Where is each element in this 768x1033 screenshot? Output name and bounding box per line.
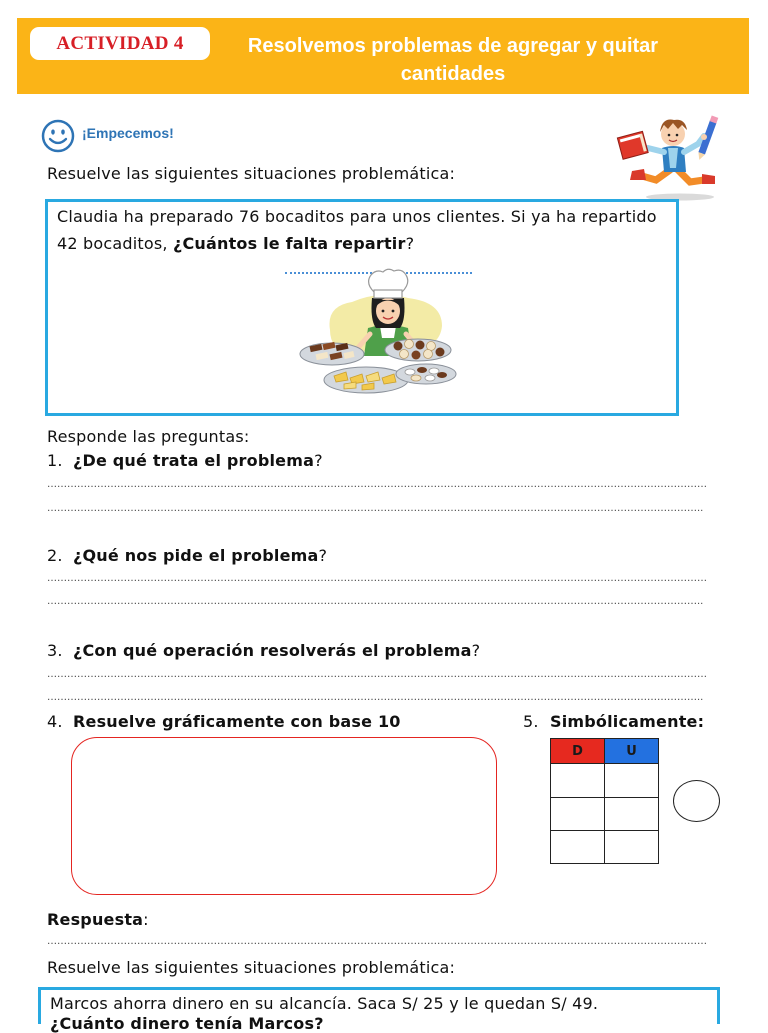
symbolic-step-label: Simbólicamente:: [550, 712, 705, 731]
tray-right: [385, 339, 451, 361]
question-1: [73, 451, 323, 471]
question-1-mark: ?: [314, 451, 323, 470]
symbolic-step-number: 5.: [523, 712, 539, 731]
graphic-step-label: Resuelve gráficamente con base 10: [73, 712, 401, 731]
question-3-text: ¿Con qué operación resolverás el problema: [73, 641, 472, 660]
answer-line: ………………………………………………………………………………………………………………………………………………………………………………: [47, 669, 707, 680]
problem-1-instruction: Resuelve las siguientes situaciones problemática:: [47, 164, 456, 183]
tens-cell: [551, 798, 605, 831]
problem-1-text-line-1: Claudia ha preparado 76 bocaditos para unos clientes. Si ya ha repartido: [57, 207, 657, 226]
answer-line: ………………………………………………………………………………………………………………………………………………………………………………: [47, 936, 707, 947]
tray-front: [324, 367, 408, 393]
activity-title: Resolvemos problemas de agregar y quitar cantidades: [247, 35, 659, 85]
chef-girl-with-pastries-illustration: [290, 268, 460, 396]
question-1-number: 1.: [47, 451, 63, 470]
smiley-icon: [41, 119, 75, 153]
base-ten-drawing-area: [71, 737, 497, 895]
problem-2-question: ¿Cuánto dinero tenía Marcos?: [50, 1014, 324, 1033]
questions-intro: Responde las preguntas:: [47, 427, 250, 446]
problem-2-instruction: Resuelve las siguientes situaciones problemática:: [47, 958, 456, 977]
question-2-mark: ?: [318, 546, 328, 565]
question-2-text: ¿Qué nos pide el problema: [73, 546, 319, 565]
problem-1-text-plain: 42 bocaditos,: [57, 234, 173, 253]
chef-hat: [369, 269, 408, 298]
graphic-step-number: 4.: [47, 712, 63, 731]
problem-1-question: ¿Cuántos le falta repartir: [172, 234, 406, 253]
operation-sign-circle: [673, 780, 720, 822]
place-value-table: [550, 738, 659, 864]
activity-number-label: ACTIVIDAD 4: [30, 27, 210, 60]
units-column-header: U: [605, 739, 659, 764]
answer-line: ……………………………………………………………………………………………………………………………………………………………………………..: [47, 503, 704, 514]
problem-2-text-line-1: Marcos ahorra dinero en su alcancía. Saca S/ 25 y le quedan S/ 49.: [50, 994, 599, 1013]
answer-label: [47, 910, 149, 930]
question-3-mark: ?: [471, 641, 481, 660]
answer-label-text: Respuesta: [47, 910, 144, 929]
answer-line: ……………………………………………………………………………………………………………………………………………………………………………..: [47, 692, 704, 703]
start-label: ¡Empecemos!: [82, 125, 174, 141]
tray-right-lower: [396, 364, 456, 384]
question-3: [73, 641, 480, 661]
tens-cell: [551, 831, 605, 864]
problem-1-question-mark: ?: [405, 234, 415, 253]
running-student-illustration: [618, 110, 720, 202]
answer-line: ………………………………………………………………………………………………………………………………………………………………………………: [47, 573, 707, 584]
question-1-text: ¿De qué trata el problema: [73, 451, 315, 470]
answer-line: ………………………………………………………………………………………………………………………………………………………………………………: [47, 479, 707, 490]
answer-label-colon: :: [143, 910, 149, 929]
units-cell: [605, 764, 659, 798]
tens-cell: [551, 764, 605, 798]
question-2: [73, 546, 327, 566]
tens-column-header: D: [551, 739, 605, 764]
answer-line: ……………………………………………………………………………………………………………………………………………………………………………..: [47, 596, 704, 607]
units-cell: [605, 798, 659, 831]
units-cell: [605, 831, 659, 864]
question-3-number: 3.: [47, 641, 63, 660]
problem-1-text-line-2: [57, 230, 414, 257]
question-2-number: 2.: [47, 546, 63, 565]
